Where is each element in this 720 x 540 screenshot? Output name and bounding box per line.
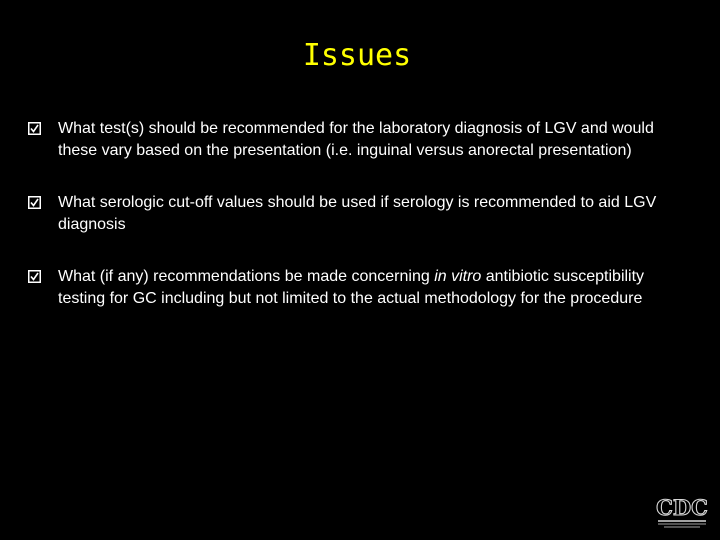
- checked-box-icon: [28, 196, 41, 209]
- checked-box-icon: [28, 122, 41, 135]
- bullet-text: What test(s) should be recommended for the laboratory diagnosis of LGV and would these vary based on the presentation (i.e. inguinal versus anorectal presentation): [58, 120, 654, 159]
- bullet-text: What serologic cut-off values should be used if serology is recommended to aid LGV diagnosis: [58, 194, 657, 233]
- cdc-logo-icon: [654, 494, 710, 530]
- checked-box-icon: [28, 270, 41, 283]
- bullet-text: [58, 266, 688, 310]
- logo-text: CDC: [656, 495, 708, 520]
- bullet-item: [28, 266, 688, 310]
- bullet-text-part: antibiotic susceptibility testing for GC including but not limited to the actual methodology for the procedure: [58, 268, 645, 307]
- bullet-list: [28, 118, 688, 340]
- bullet-item: [28, 118, 688, 162]
- bullet-item: [28, 192, 688, 236]
- italic-term: in vitro: [434, 268, 482, 285]
- bullet-text-part: What (if any) recommendations be made concerning: [58, 268, 435, 285]
- slide-title: Issues: [302, 38, 412, 73]
